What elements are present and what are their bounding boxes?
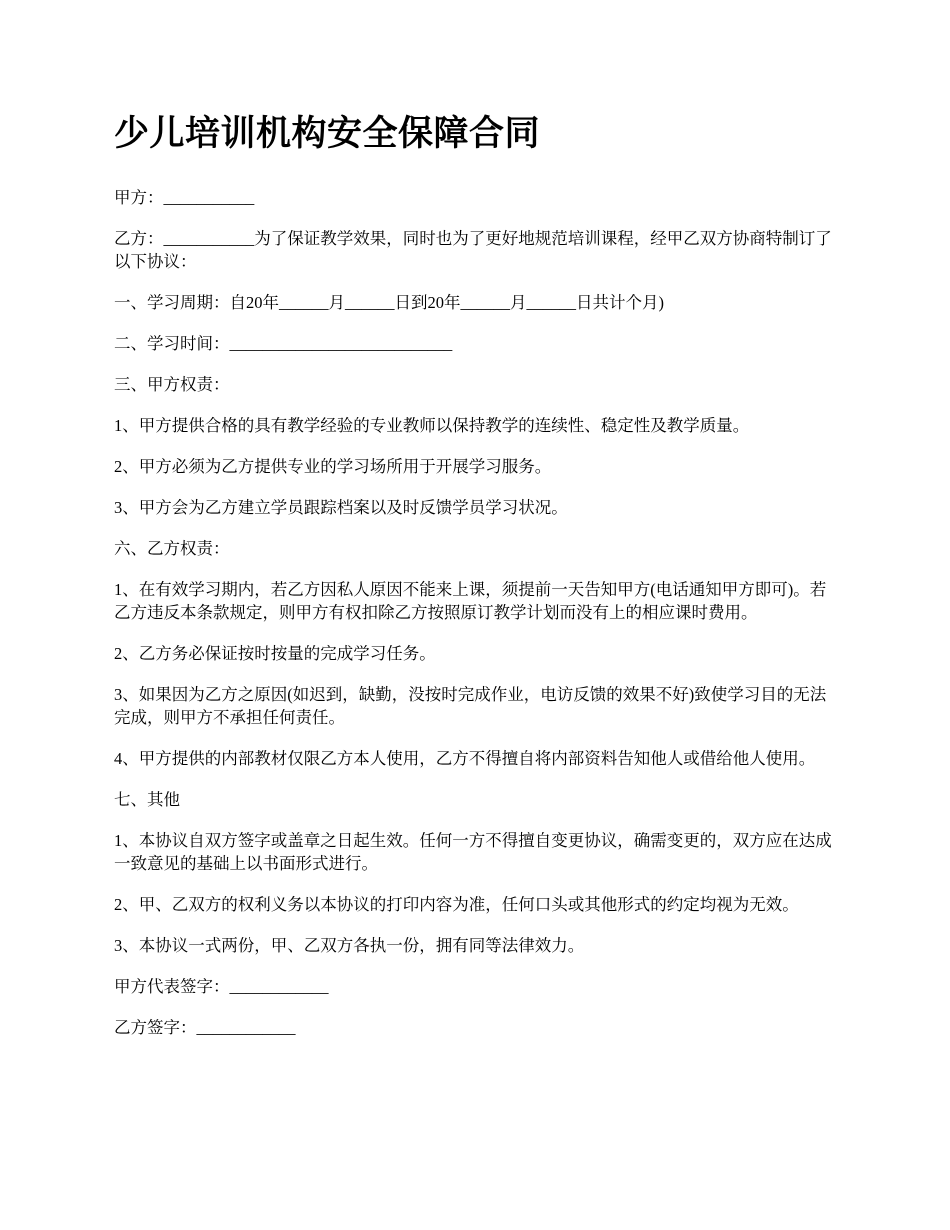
party-b-clause-2: 2、乙方务必保证按时按量的完成学习任务。: [114, 644, 436, 663]
document-title: 少儿培训机构安全保障合同: [114, 114, 541, 153]
other-clause-1: 1、本协议自双方签字或盖章之日起生效。任何一方不得擅自变更协议，确需变更的，双方应在达成一致意见的基础上以书面形式进行。: [114, 831, 832, 873]
party-a-clause-1: 1、甲方提供合格的具有教学经验的专业教师以保持教学的连续性、稳定性及教学质量。: [114, 416, 750, 435]
party-a-signature-line: 甲方代表签字：____________: [114, 977, 329, 996]
section-heading-party-b: 六、乙方权责：: [114, 539, 230, 558]
section-heading-party-a: 三、甲方权责：: [114, 375, 230, 394]
party-a-clause-3: 3、甲方会为乙方建立学员跟踪档案以及时反馈学员学习状况。: [114, 498, 568, 517]
document-page: [114, 108, 838, 1057]
party-a-clause-2: 2、甲方必须为乙方提供专业的学习场所用于开展学习服务。: [114, 457, 552, 476]
party-a-line: 甲方：___________: [114, 188, 255, 207]
party-b-clause-1: 1、在有效学习期内，若乙方因私人原因不能来上课，须提前一天告知甲方(电话通知甲方即可)。若乙方违反本条款规定，则甲方有权扣除乙方按照原订教学计划而没有上的相应课时费用。: [114, 580, 827, 622]
party-b-signature-line: 乙方签字：____________: [114, 1018, 296, 1037]
party-b-clause-4: 4、甲方提供的内部教材仅限乙方本人使用，乙方不得擅自将内部资料告知他人或借给他人使用。: [114, 749, 816, 768]
party-b-intro: 乙方：___________为了保证教学效果，同时也为了更好地规范培训课程，经甲乙双方协商特制订了以下协议：: [114, 229, 832, 271]
other-clause-3: 3、本协议一式两份，甲、乙双方各执一份，拥有同等法律效力。: [114, 936, 585, 955]
study-time: 二、学习时间：___________________________: [114, 334, 453, 353]
study-period: 一、学习周期：自20年______月______日到20年______月______日共计个月): [114, 293, 664, 312]
other-clause-2: 2、甲、乙双方的权利义务以本协议的打印内容为准，任何口头或其他形式的约定均视为无效。: [114, 895, 799, 914]
section-heading-other: 七、其他: [114, 790, 180, 809]
party-b-clause-3: 3、如果因为乙方之原因(如迟到，缺勤，没按时完成作业，电访反馈的效果不好)致使学习目的无法完成，则甲方不承担任何责任。: [114, 685, 827, 727]
